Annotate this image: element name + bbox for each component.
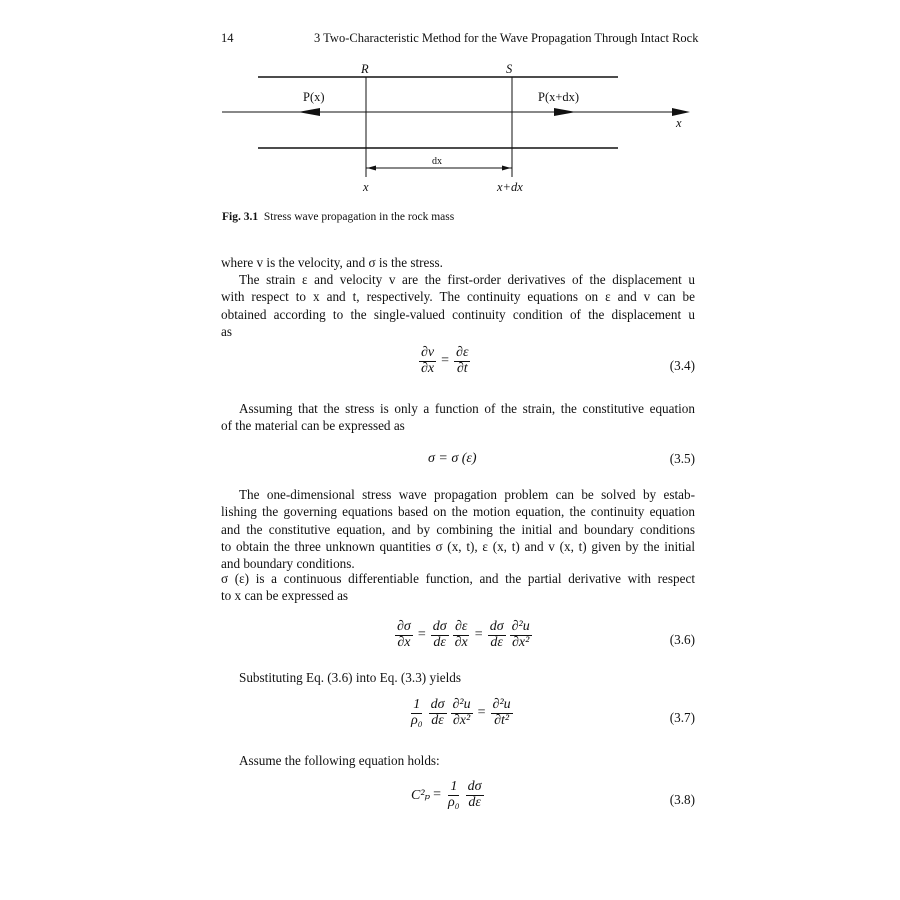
eq34-rhs-num: ∂ε [456,345,469,360]
text-line: and the constitutive equation, and by combining the initial and boundary conditions [221,521,695,537]
figure-caption [222,211,454,223]
label-R: R [361,62,369,76]
paragraph-4 [221,486,695,572]
eq37-b-den: dε [431,712,444,728]
equation-3-6: $\frac{\partial\sigma}{\partial x}$ = $\frac{d\sigma}{d\varepsilon}$ $\frac{\partial\varepsilon}{\partial x}$ = $\frac{d\sigma}{d\varepsilon}$ $\frac{\text{∂²u}}{\text{∂x²}}$ (3.6) [397,619,695,650]
label-x-dx: x+dx [497,180,523,194]
text-line: The one-dimensional stress wave propagation problem can be solved by estab- [239,487,695,502]
paragraph-1: where v is the velocity, and σ is the stress. [221,255,443,270]
eq36-b2-den: ∂x [454,634,468,650]
text-line: to x can be expressed as [221,588,349,604]
running-title: 3 Two-Characteristic Method for the Wave Propagation Through Intact Rock [314,31,699,45]
dx-arrow-right [502,166,511,171]
text-line: and boundary conditions. [221,556,355,572]
eq38-a-den: ρ₀ [448,794,460,810]
eq36-a-den: ∂x [397,634,411,650]
eq38-a-num: 1 [450,779,458,794]
eq37-c-den: ∂x² [452,712,471,728]
equation-3-8: C²ₚ = $\frac{1}{\text{ρ₀}}$ $\frac{d\sigma}{d\varepsilon}$ (3.8) [411,779,695,810]
eq38-b-den: dε [468,794,481,810]
eq37-a-num: 1 [413,697,421,712]
equation-3-5 [221,451,695,471]
eq36-c1-num: dσ [489,619,504,634]
eq34-lhs-den: ∂x [421,360,435,376]
label-dx: dx [432,156,442,167]
eq37-c-num: ∂²u [452,697,471,712]
text-line: as [221,323,232,339]
text-line: lishing the governing equations based on the motion equation, the continuity equation [221,504,695,520]
eq37-d-den: ∂t² [494,712,510,728]
equation-number: (3.5) [669,451,695,466]
equation-number: (3.6) [669,632,695,647]
equation-3-4: $\frac{\partial v}{\partial x}$ = $\frac{\partial\varepsilon}{\partial t}$ (3.4) [421,345,695,376]
wave-diagram [220,56,696,206]
paragraph-7: Assume the following equation holds: [239,753,440,768]
equation-3-7: $\frac{1}{\text{ρ₀}}$ $\frac{d\sigma}{d\varepsilon}$ $\frac{\text{∂²u}}{\text{∂x²}}$ = $\frac{\text{∂²u}}{\text{∂t²}}$ (3.7) [411,697,695,728]
eq36-b1-num: dσ [432,619,447,634]
axis-arrowhead [672,108,690,116]
paragraph-5 [221,570,695,605]
label-P-x: P(x) [303,90,325,104]
paragraph-6: Substituting Eq. (3.6) into Eq. (3.3) yields [239,670,461,685]
eq37-b-num: dσ [430,697,445,712]
label-axis-x: x [676,116,682,130]
text-line: Assuming that the stress is only a function of the strain, the constitutive equation [239,401,695,416]
caption-number: Fig. 3.1 [222,211,259,223]
text-line: The strain ε and velocity v are the first-order derivatives of the displacement u [239,272,695,287]
text-line: to obtain the three unknown quantities σ (x, t), ε (x, t) and v (x, t) given by the initial [221,538,695,554]
eq34-rhs-den: ∂t [456,360,468,376]
text-line: obtained according to the single-valued continuity condition of the displacement u [221,306,695,322]
figure-3-1 [220,56,696,206]
equation-number: (3.7) [669,710,695,725]
eq38-b-num: dσ [467,779,482,794]
eq36-c2-den: ∂x² [511,634,530,650]
force-right-arrowhead [554,108,576,116]
caption-text: Stress wave propagation in the rock mass [263,211,455,223]
equation-number: (3.8) [669,792,695,807]
page-number: 14 [221,31,234,45]
eq34-lhs-num: ∂v [421,345,435,360]
eq37-a-den: ρ₀ [411,712,423,728]
eq38-lhs: C²ₚ [411,787,431,803]
text-line: of the material can be expressed as [221,418,405,434]
dx-arrow-left [367,166,376,171]
paragraph-3 [221,400,695,435]
text-line: σ (ε) is a continuous differentiable function, and the partial derivative with respect [221,571,695,586]
text-line: with respect to x and t, respectively. The continuity equations on ε and v can be [221,289,695,305]
eq36-c1-den: dε [490,634,503,650]
eq35-expression: σ = σ (ε) [428,451,477,466]
eq36-b2-num: ∂ε [454,619,468,634]
force-left-arrowhead [298,108,320,116]
equation-number: (3.4) [669,358,695,373]
label-S: S [506,62,513,76]
label-P-x-dx: P(x+dx) [538,90,580,104]
label-x: x [363,180,369,194]
eq36-c2-num: ∂²u [511,619,530,634]
eq37-d-num: ∂²u [492,697,511,712]
eq36-a-num: ∂σ [397,619,411,634]
paragraph-2 [221,271,695,340]
eq36-b1-den: dε [433,634,446,650]
